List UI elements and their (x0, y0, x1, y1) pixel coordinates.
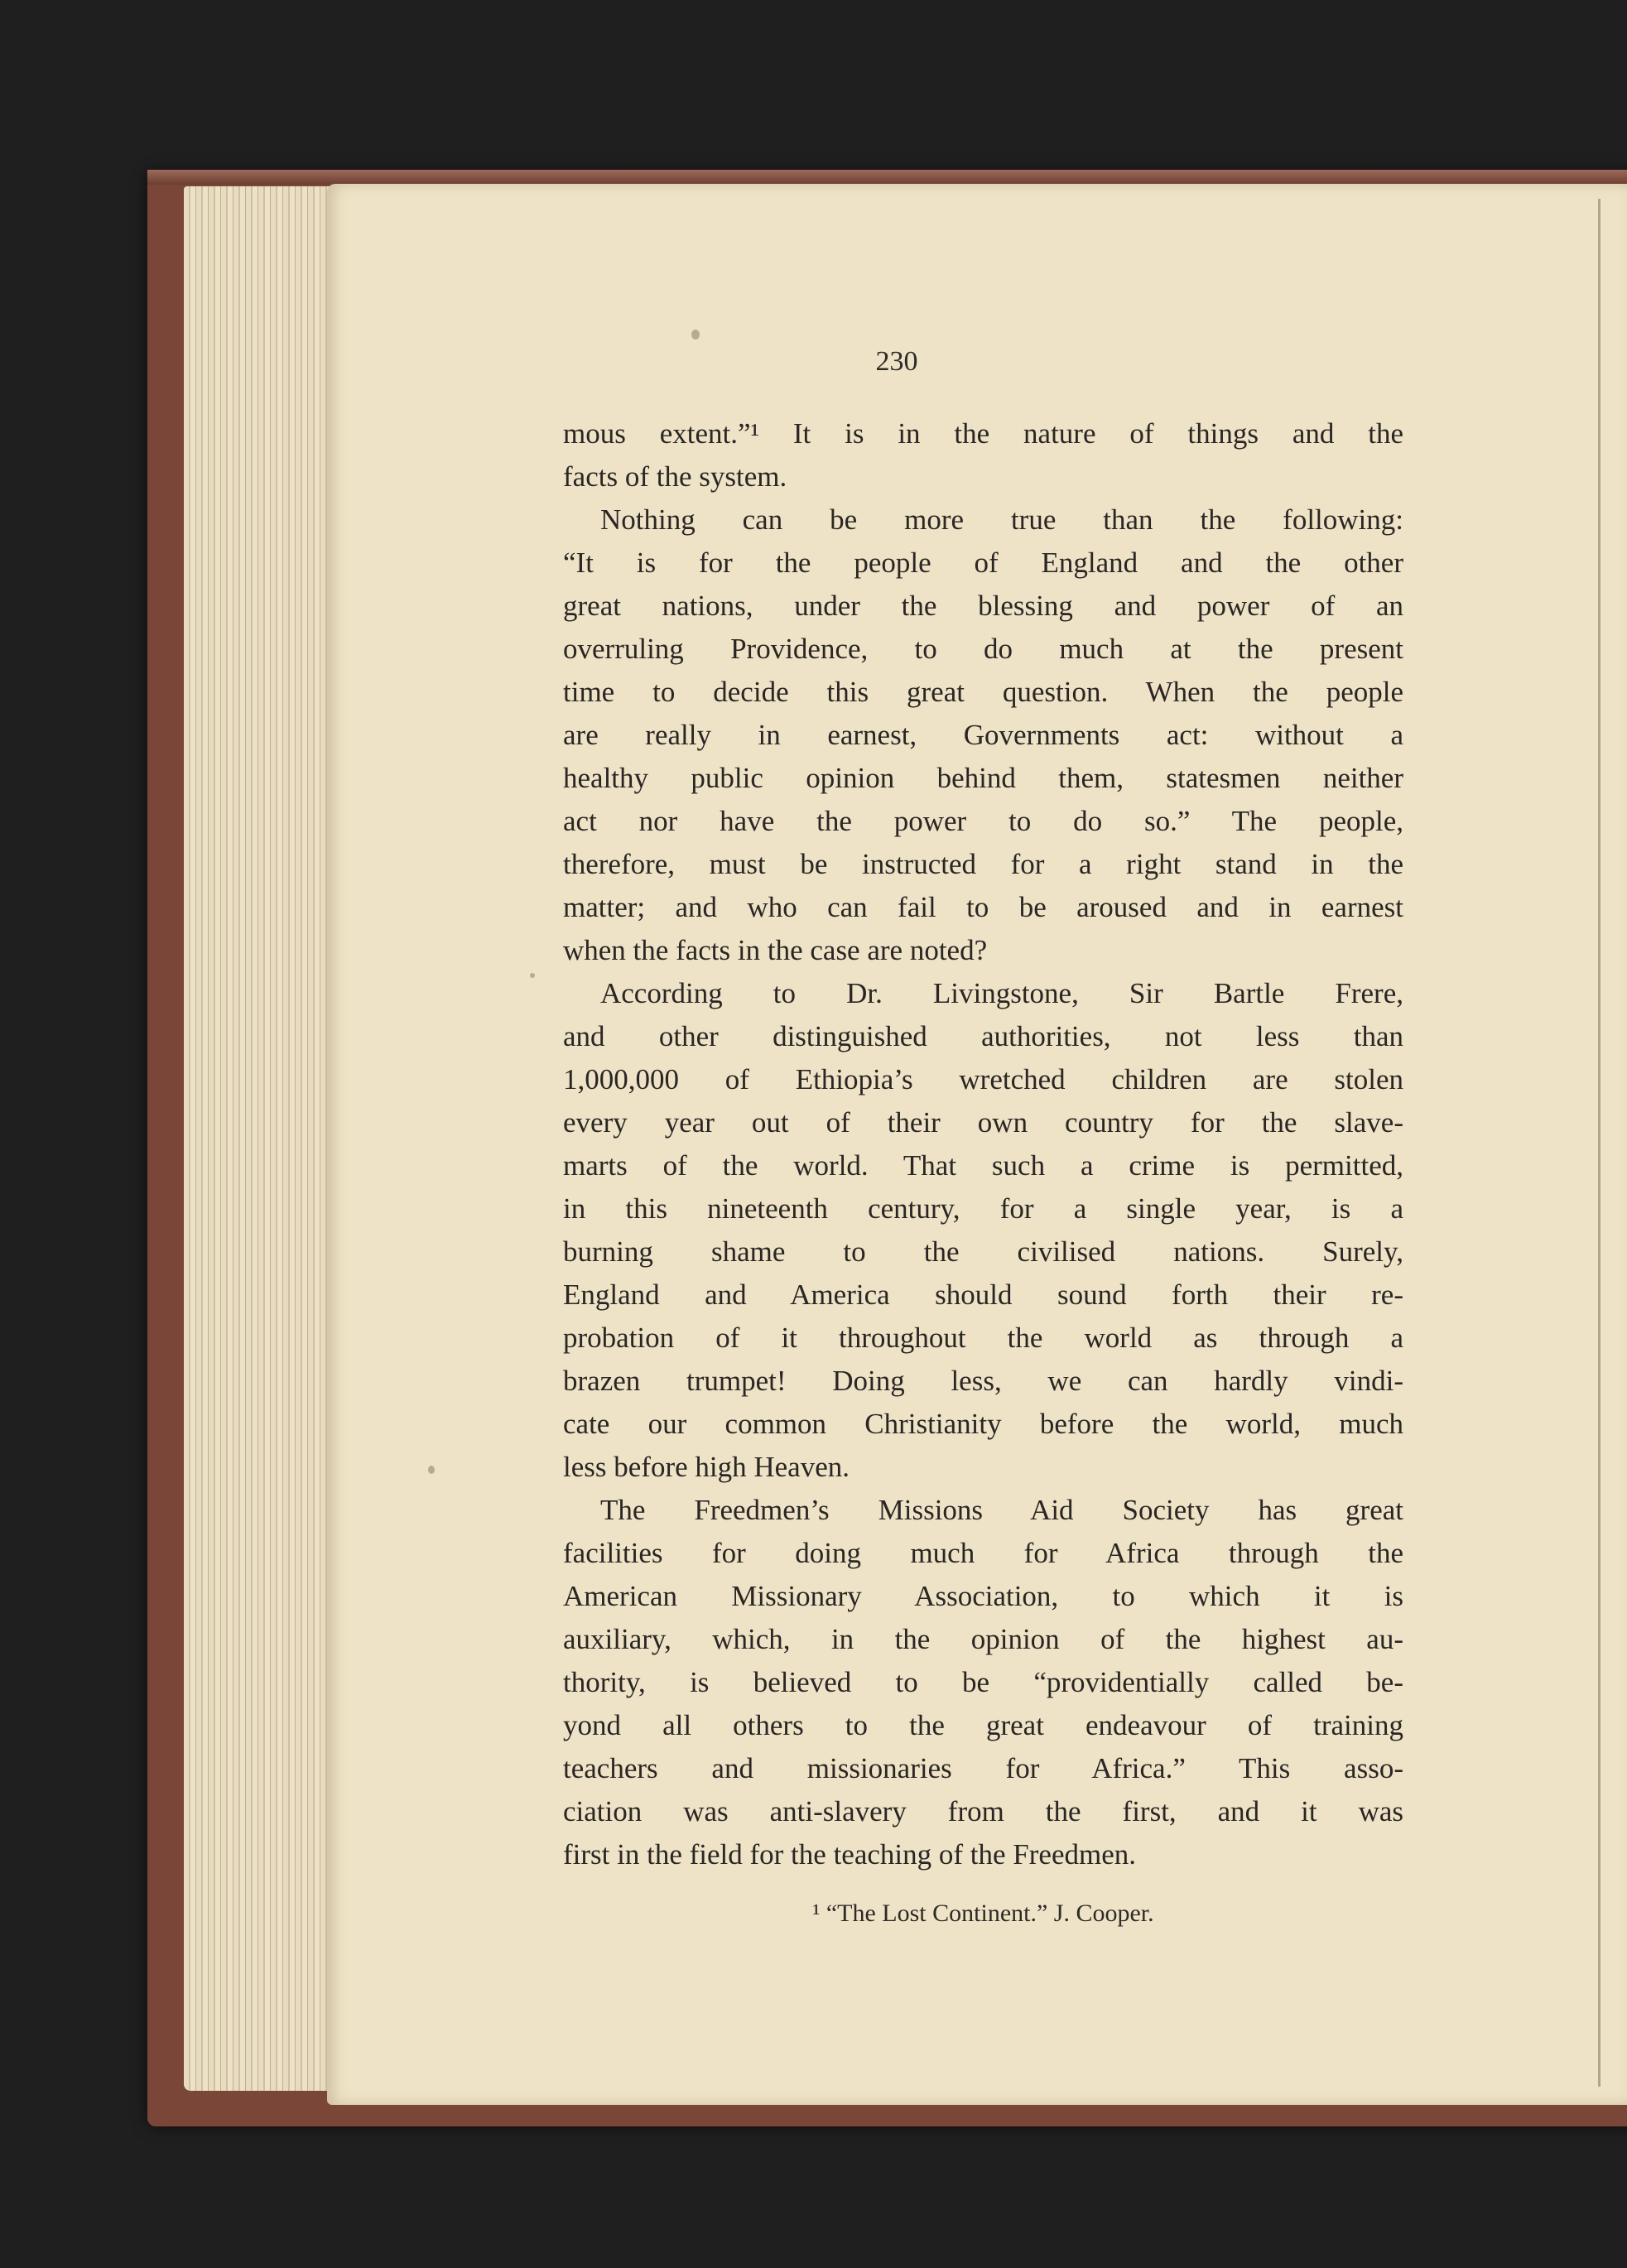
text-line: time to decide this great question. When the people (563, 676, 1403, 708)
text-line: overruling Providence, to do much at the present (563, 633, 1403, 665)
text-line: facts of the system. (563, 460, 787, 493)
text-line: when the facts in the case are noted? (563, 934, 988, 966)
text-line: marts of the world. That such a crime is permitted, (563, 1149, 1403, 1182)
text-line: auxiliary, which, in the opinion of the highest au- (563, 1623, 1403, 1655)
paper-spot (428, 1466, 435, 1474)
text-line: facilities for doing much for Africa through the (563, 1537, 1403, 1569)
text-line: and other distinguished authorities, not less than (563, 1020, 1403, 1052)
page-stack (184, 186, 341, 2091)
paragraph (563, 972, 1403, 1489)
text-line: “It is for the people of England and the other (563, 547, 1403, 579)
text-line: ciation was anti-slavery from the first, and it was (563, 1795, 1403, 1827)
text-line: teachers and missionaries for Africa.” This asso- (563, 1752, 1403, 1784)
body-text (563, 412, 1403, 1876)
paragraph (563, 412, 1403, 498)
text-line: American Missionary Association, to which it is (563, 1580, 1403, 1612)
paragraph (563, 1489, 1403, 1876)
text-line: According to Dr. Livingstone, Sir Bartle Frere, (600, 977, 1403, 1009)
cover-top-edge (147, 170, 1627, 185)
text-line: first in the field for the teaching of the Freedmen. (563, 1838, 1136, 1871)
text-line: less before high Heaven. (563, 1451, 850, 1483)
paragraph (563, 498, 1403, 972)
text-line: are really in earnest, Governments act: without a (563, 719, 1403, 751)
footnote: ¹ “The Lost Continent.” J. Cooper. (812, 1900, 1154, 1927)
text-line: The Freedmen’s Missions Aid Society has great (600, 1494, 1403, 1526)
paper-spot (530, 973, 535, 978)
text-line: brazen trumpet! Doing less, we can hardly vindi- (563, 1365, 1403, 1397)
text-line: great nations, under the blessing and power of an (563, 590, 1403, 622)
text-line: therefore, must be instructed for a right stand in the (563, 848, 1403, 880)
text-line: act nor have the power to do so.” The people, (563, 805, 1403, 837)
text-line: probation of it throughout the world as through a (563, 1322, 1403, 1354)
text-line: matter; and who can fail to be aroused and in earnest (563, 891, 1403, 923)
text-line: Nothing can be more true than the following: (600, 503, 1403, 536)
text-line: mous extent.”¹ It is in the nature of things and the (563, 417, 1403, 450)
text-line: healthy public opinion behind them, statesmen neither (563, 762, 1403, 794)
text-line: yond all others to the great endeavour of training (563, 1709, 1403, 1741)
text-line: every year out of their own country for the slave- (563, 1106, 1403, 1139)
text-line: 1,000,000 of Ethiopia’s wretched children are stolen (563, 1063, 1403, 1095)
page-gutter-edge (1598, 199, 1601, 2087)
text-line: burning shame to the civilised nations. Surely, (563, 1235, 1403, 1268)
text-line: thority, is believed to be “providentially called be- (563, 1666, 1403, 1698)
text-line: England and America should sound forth their re- (563, 1278, 1403, 1311)
text-line: cate our common Christianity before the world, much (563, 1408, 1403, 1440)
paper-spot (691, 330, 700, 339)
page-number: 230 (875, 346, 918, 377)
text-line: in this nineteenth century, for a single year, is a (563, 1192, 1403, 1225)
